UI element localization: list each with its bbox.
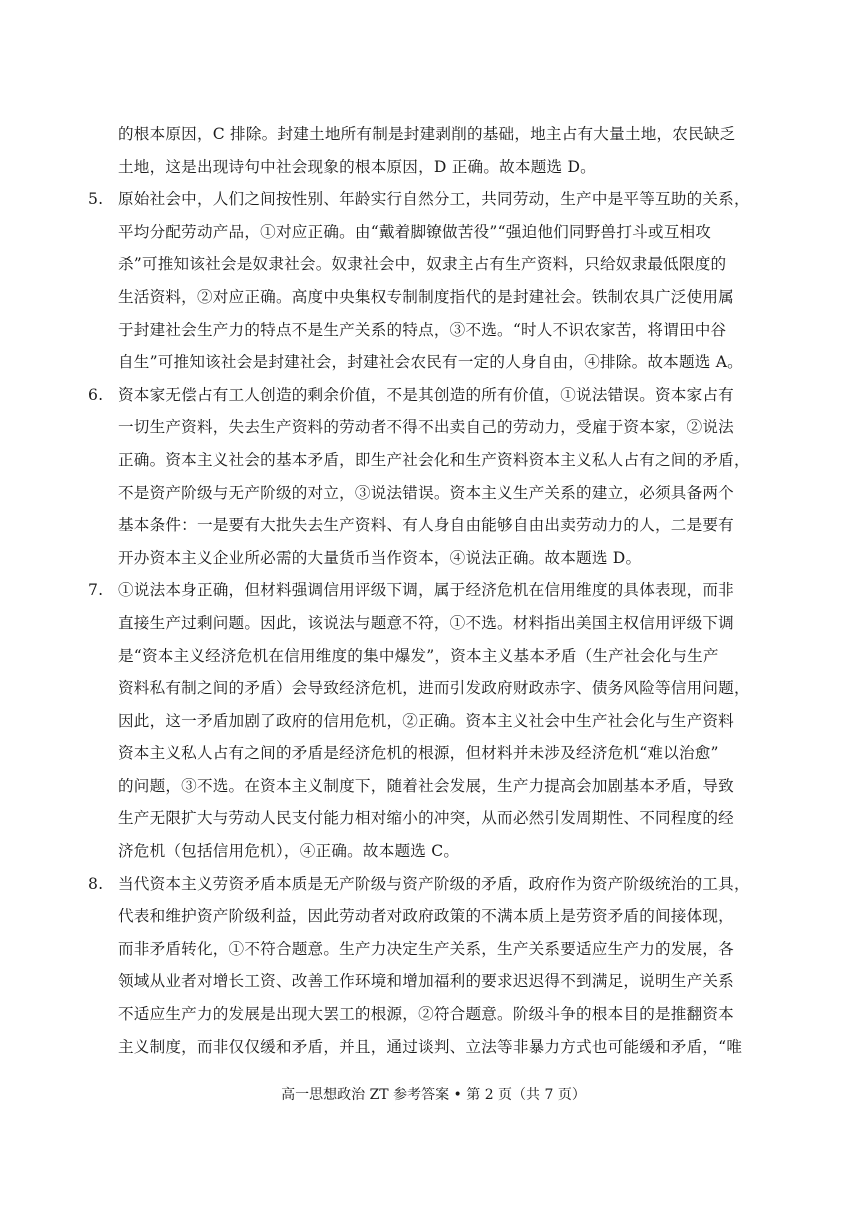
item-line: 济危机（包括信用危机），④正确。故本题选 C。 xyxy=(118,842,460,861)
page-footer: 高一思想政治 ZT 参考答案 • 第 2 页（共 7 页） xyxy=(281,1087,586,1103)
item-line: 资本家无偿占有工人创造的剩余价值，不是其创造的所有价值，①说法错误。资本家占有 xyxy=(118,385,734,404)
item-line: 是“资本主义经济危机在信用维度的集中爆发”，资本主义基本矛盾（生产社会化与生产 xyxy=(118,646,719,665)
item-number: 8. xyxy=(88,874,104,893)
answer-item xyxy=(88,379,750,575)
item-line: 而非矛盾转化，①不符合题意。生产力决定生产关系，生产关系要适应生产力的发展，各 xyxy=(118,939,734,958)
answer-item xyxy=(88,574,750,867)
answer-item xyxy=(88,868,750,1064)
item-line: 不适应生产力的发展是出现大罢工的根源，②符合题意。阶级斗争的根本目的是推翻资本 xyxy=(118,1005,734,1024)
answer-content xyxy=(88,118,750,1063)
item-line: 原始社会中，人们之间按性别、年龄实行自然分工，共同劳动，生产中是平等互助的关系， xyxy=(118,190,750,209)
continuation-line: 的根本原因，C 排除。封建土地所有制是封建剥削的基础，地主占有大量土地，农民缺乏 xyxy=(118,125,736,143)
item-line: 于封建社会生产力的特点不是生产关系的特点，③不选。“时人不识农家苦，将谓田中谷 xyxy=(118,320,727,339)
continuation-line: 土地，这是出现诗句中社会现象的根本原因，D 正确。故本题选 D。 xyxy=(118,157,596,176)
item-line: 生产无限扩大与劳动人民支付能力相对缩小的冲突，从而必然引发周期性、不同程度的经 xyxy=(118,809,734,828)
item-line: 当代资本主义劳资矛盾本质是无产阶级与资产阶级的矛盾，政府作为资产阶级统治的工具， xyxy=(118,874,750,893)
item-line: 因此，这一矛盾加剧了政府的信用危机，②正确。资本主义社会中生产社会化与生产资料 xyxy=(118,711,734,730)
answer-item xyxy=(88,183,750,379)
item-line: 不是资产阶级与无产阶级的对立，③说法错误。资本主义生产关系的建立，必须具备两个 xyxy=(118,483,734,502)
item-line: 开办资本主义企业所必需的大量货币当作资本，④说法正确。故本题选 D。 xyxy=(118,548,642,567)
item-line: 生活资料，②对应正确。高度中央集权专制制度指代的是封建社会。铁制农具广泛使用属 xyxy=(118,287,734,306)
item-line: 基本条件：一是要有大批失去生产资料、有人身自由能够自由出卖劳动力的人，二是要有 xyxy=(118,516,734,535)
item-line: 代表和维护资产阶级利益，因此劳动者对政府政策的不满本质上是劳资矛盾的间接体现， xyxy=(118,907,734,926)
item-line: 资料私有制之间的矛盾）会导致经济危机，进而引发政府财政赤字、债务风险等信用问题， xyxy=(118,679,750,698)
item-line: ①说法本身正确，但材料强调信用评级下调，属于经济危机在信用维度的具体表现，而非 xyxy=(118,581,734,600)
item-line: 杀”可推知该社会是奴隶社会。奴隶社会中，奴隶主占有生产资料，只给奴隶最低限度的 xyxy=(118,255,727,274)
item-number: 7. xyxy=(88,581,104,600)
item-line: 自生”可推知该社会是封建社会，封建社会农民有一定的人身自由，④排除。故本题选 A。 xyxy=(118,353,743,372)
item-line: 主义制度，而非仅仅缓和矛盾，并且，通过谈判、立法等非暴力方式也可能缓和矛盾，“唯 xyxy=(118,1037,743,1056)
item-number: 6. xyxy=(88,385,104,404)
item-line: 的问题，③不选。在资本主义制度下，随着社会发展，生产力提高会加剧基本矛盾，导致 xyxy=(118,776,734,795)
item-line: 一切生产资料，失去生产资料的劳动者不得不出卖自己的劳动力，受雇于资本家，②说法 xyxy=(118,418,734,437)
item-number: 5. xyxy=(88,190,104,209)
item-line: 平均分配劳动产品，①对应正确。由“戴着脚镣做苦役”“强迫他们同野兽打斗或互相攻 xyxy=(118,222,712,241)
item-line: 领域从业者对增长工资、改善工作环境和增加福利的要求迟迟得不到满足，说明生产关系 xyxy=(118,972,734,991)
item-line: 正确。资本主义社会的基本矛盾，即生产社会化和生产资料资本主义私人占有之间的矛盾， xyxy=(118,450,750,469)
item-line: 资本主义私人占有之间的矛盾是经济危机的根源，但材料并未涉及经济危机“难以治愈” xyxy=(118,744,719,763)
item-line: 直接生产过剩问题。因此，该说法与题意不符，①不选。材料指出美国主权信用评级下调 xyxy=(118,613,734,632)
